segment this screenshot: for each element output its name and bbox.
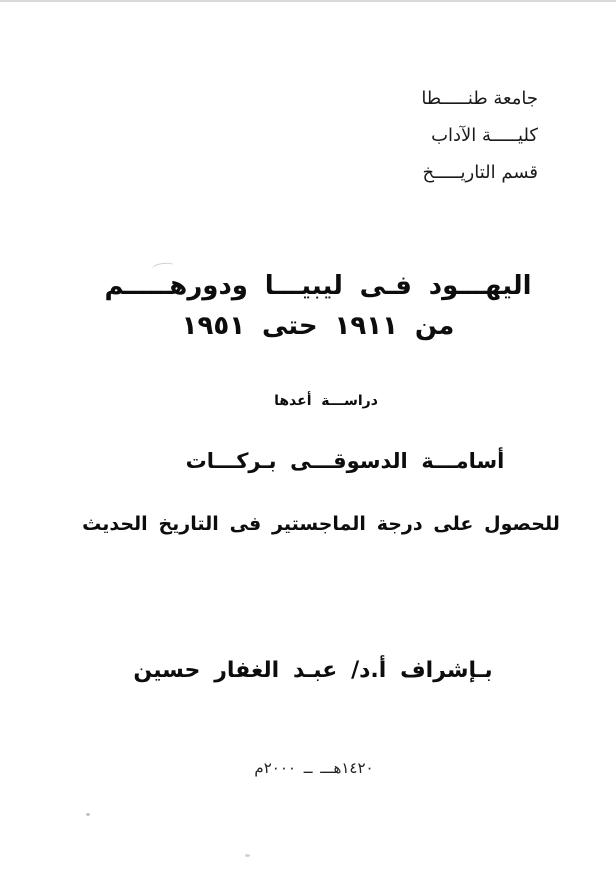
scan-speck bbox=[245, 854, 250, 857]
thesis-title-line2: من ١٩١١ حتى ١٩٥١ bbox=[181, 311, 455, 341]
thesis-title-line1: اليهـــود فـى ليبيـــا ودورهـــــم bbox=[104, 271, 532, 301]
supervisor-line: بـإشراف أ.د/ عبـد الغفار حسين bbox=[133, 658, 493, 683]
hijri-gregorian-date: ١٤٢٠هـــ ــ ٢٠٠٠م bbox=[254, 759, 374, 777]
scan-speck bbox=[86, 813, 90, 816]
faculty-name: كليـــــة الآداب bbox=[431, 125, 538, 146]
author-name: أسامـــة الدسوقـــى بـركـــات bbox=[185, 449, 505, 473]
scan-top-edge-line bbox=[0, 0, 616, 2]
degree-statement: للحصول على درجة الماجستير فى التاريخ الحديث bbox=[82, 513, 560, 535]
university-name: جامعة طنـــــطا bbox=[421, 88, 538, 109]
department-name: قسم التاريـــــخ bbox=[422, 162, 538, 183]
thesis-title bbox=[20, 266, 616, 346]
prepared-by-label: دراســـة أعدها bbox=[274, 393, 378, 409]
institution-header bbox=[421, 80, 538, 191]
